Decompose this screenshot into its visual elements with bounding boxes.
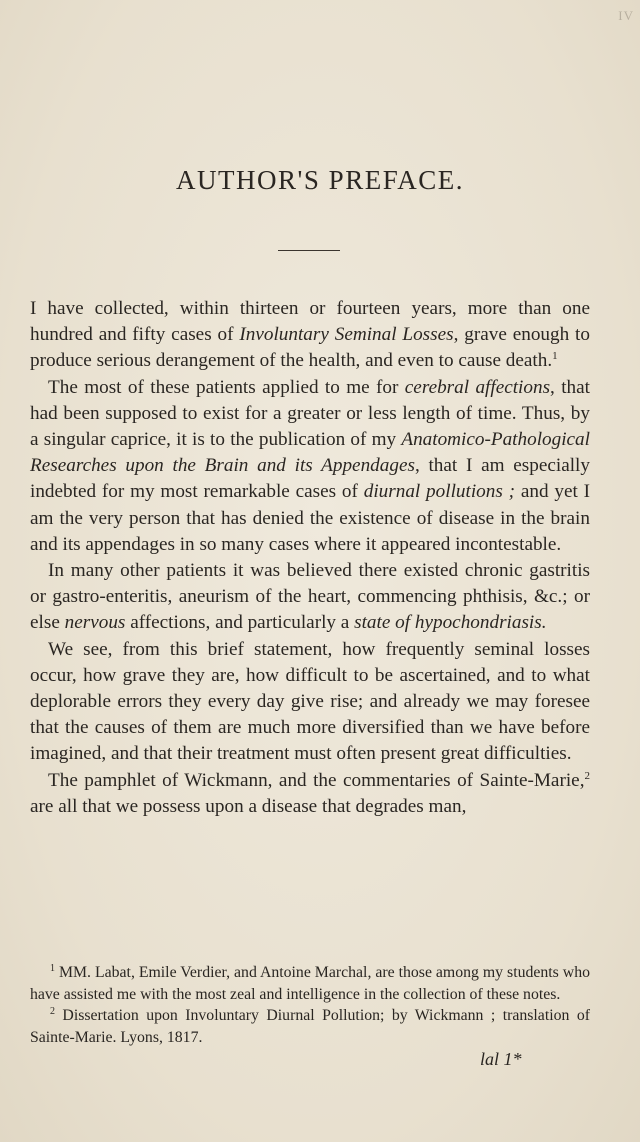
footnote-ref: 2 — [584, 769, 590, 782]
paragraph-3: In many other patients it was believed there existed chronic gastritis or gastro-enteritis, aneurism of the heart, commencing phthisis, &c.; or else nervous affections, and particularly a state of hypochondriasis. — [30, 560, 590, 634]
paragraph-5: The pamphlet of Wickmann, and the commentaries of Sainte-Marie,$^2$ are all that we possess upon a disease that degrades man, — [30, 769, 590, 817]
paragraph-2: The most of these patients applied to me for cerebral affections, that had been supposed to exist for a greater or less length of time. Thus, by a singular caprice, it is to the publication of my Anatomico-Pathological Researches upon the Brain and its Appendages, that I am especially indebted for my most remarkable cases of diurnal pollutions ; and yet I am the very person that has denied the existence of disease in the brain and its appendages in so many cases where it appeared incontestable. — [30, 376, 590, 555]
title-divider — [278, 250, 340, 251]
page-title: AUTHOR'S PREFACE. — [176, 165, 464, 195]
footnote-2: $^2$ Dissertation upon Involuntary Diurnal Pollution; by Wickmann ; translation of Sainte-Marie. Lyons, 1817. — [30, 1006, 590, 1046]
paragraph-1: I have collected, within thirteen or fourteen years, more than one hundred and fifty cases of Involuntary Seminal Losses, grave enough to produce serious derangement of the health, and even to cause death.$^1$ — [30, 298, 590, 372]
preface-body — [30, 296, 590, 820]
page-corner-mark: IV — [618, 8, 634, 23]
footnote-ref: 1 — [552, 350, 558, 363]
paragraph-4: We see, from this brief statement, how frequently seminal losses occur, how grave they are, how difficult to be ascertained, and to what deplorable errors they every day give rise; and already we may foresee that the causes of them are much more diversified than we have before imagined, and that their treatment must often present great difficulties. — [30, 638, 590, 765]
signature-mark: lal 1* — [480, 1049, 522, 1069]
footnote-1: $^1$ MM. Labat, Emile Verdier, and Antoine Marchal, are those among my students who have assisted me with the most zeal and intelligence in the collection of these notes. — [30, 963, 590, 1003]
footnotes — [30, 962, 590, 1048]
